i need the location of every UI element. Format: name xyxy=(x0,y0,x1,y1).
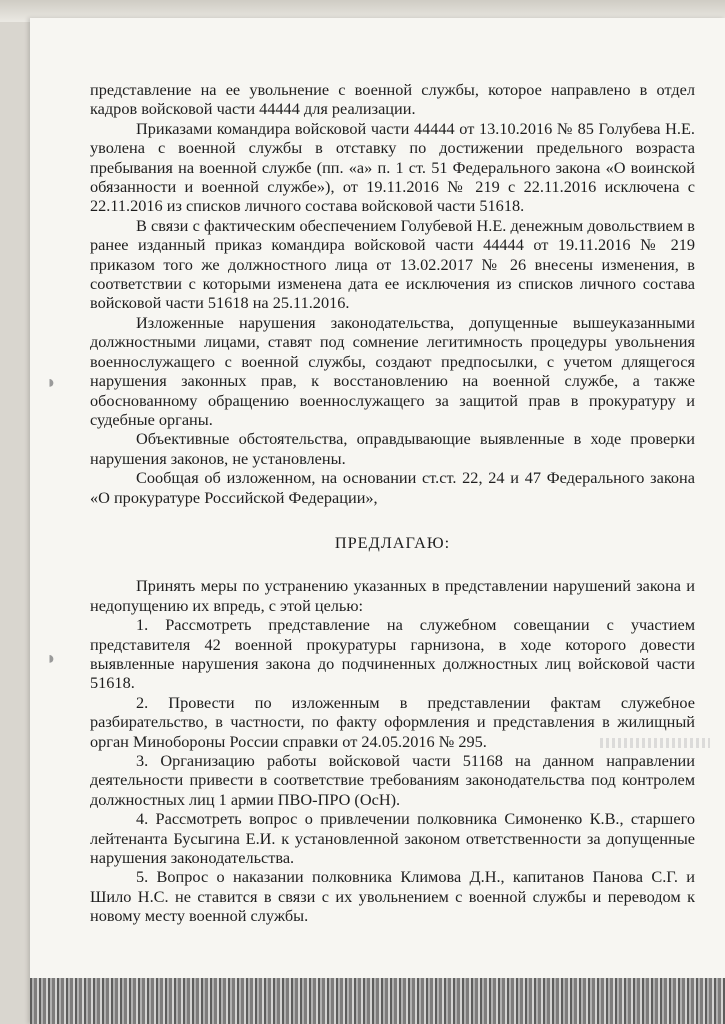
body-paragraph: Изложенные нарушения законодательства, допущенные вышеуказанными должностными лицами, ставят под сомнение легитимность процедуры увольнения военнослужащего с военной службы, создают предпосылки, с учетом длящегося нарушения законных прав, к восстановлению на военной службе, а также обоснованному обращению военнослужащего за защитой прав в прокуратуру и судебные органы. xyxy=(90,312,695,429)
list-item: 5. Вопрос о наказании полковника Климова Д.Н., капитанов Панова С.Г. и Шило Н.С. не ставится в связи с их увольнением с военной службы и переводом к новому месту военной службы. xyxy=(90,867,695,926)
body-paragraph: В связи с фактическим обеспечением Голубевой Н.Е. денежным довольствием в ранее изданный приказ командира войсковой части 44444 от 19.11.2016 № 219 приказом того же должностного лица от 13.02.2017 № 26 внесены изменения, в соответствии с которыми изменена дата ее исключения из списков личного состава войсковой части 51618 на 25.11.2016. xyxy=(90,215,695,313)
scan-bottom-edge xyxy=(30,978,725,1024)
intro-paragraph: Принять меры по устранению указанных в представлении нарушений закона и недопущению их впредь, с этой целью: xyxy=(90,576,695,615)
margin-scan-mark: ◗ xyxy=(46,648,57,668)
ghost-bleed-text xyxy=(0,712,90,752)
continuation-paragraph: представление на ее увольнение с военной службы, которое направлено в отдел кадров войсковой части 44444 для реализации. xyxy=(90,80,695,119)
list-item: 2. Провести по изложенным в представлении фактам служебное разбирательство, в частности, по факту оформления и представления в жилищный орган Минобороны России справки от 24.05.2016 № 295. xyxy=(90,692,695,751)
body-paragraph: Приказами командира войсковой части 44444 от 13.10.2016 № 85 Голубева Н.Е. уволена с военной службы в отставку по достижении предельного возраста пребывания на военной службе (пп. «а» п. 1 ст. 51 Федерального закона «О воинской обязанности и военной службе»), от 19.11.2016 № 219 с 22.11.2016 исключена с 22.11.2016 из списков личного состава войсковой части 51618. xyxy=(90,118,695,216)
body-paragraph: Сообщая об изложенном, на основании ст.ст. 22, 24 и 47 Федерального закона «О прокуратуре Российской Федерации», xyxy=(90,468,695,507)
list-item: 3. Организацию работы войсковой части 51168 на данном направлении деятельности привести в соответствие требованиям законодательства под контролем должностных лиц 1 армии ПВО-ПРО (ОсН). xyxy=(90,751,695,809)
list-item: 1. Рассмотреть представление на служебном совещании с участием представителя 42 военной прокуратуры гарнизона, в ходе которого довести выявленные нарушения закона до подчиненных должностных лиц войсковой части 51618. xyxy=(90,615,695,693)
section-heading: ПРЕДЛАГАЮ: xyxy=(334,532,451,552)
document-body xyxy=(90,80,695,926)
body-paragraph: Объективные обстоятельства, оправдывающие выявленные в ходе проверки нарушения законов, не установлены. xyxy=(90,429,695,468)
margin-scan-mark: ◗ xyxy=(46,372,57,392)
list-item: 4. Рассмотреть вопрос о привлечении полковника Симоненко К.В., старшего лейтенанта Бусыгина Е.И. к установленной законом ответственности за допущенные нарушения законодательства. xyxy=(90,809,695,868)
